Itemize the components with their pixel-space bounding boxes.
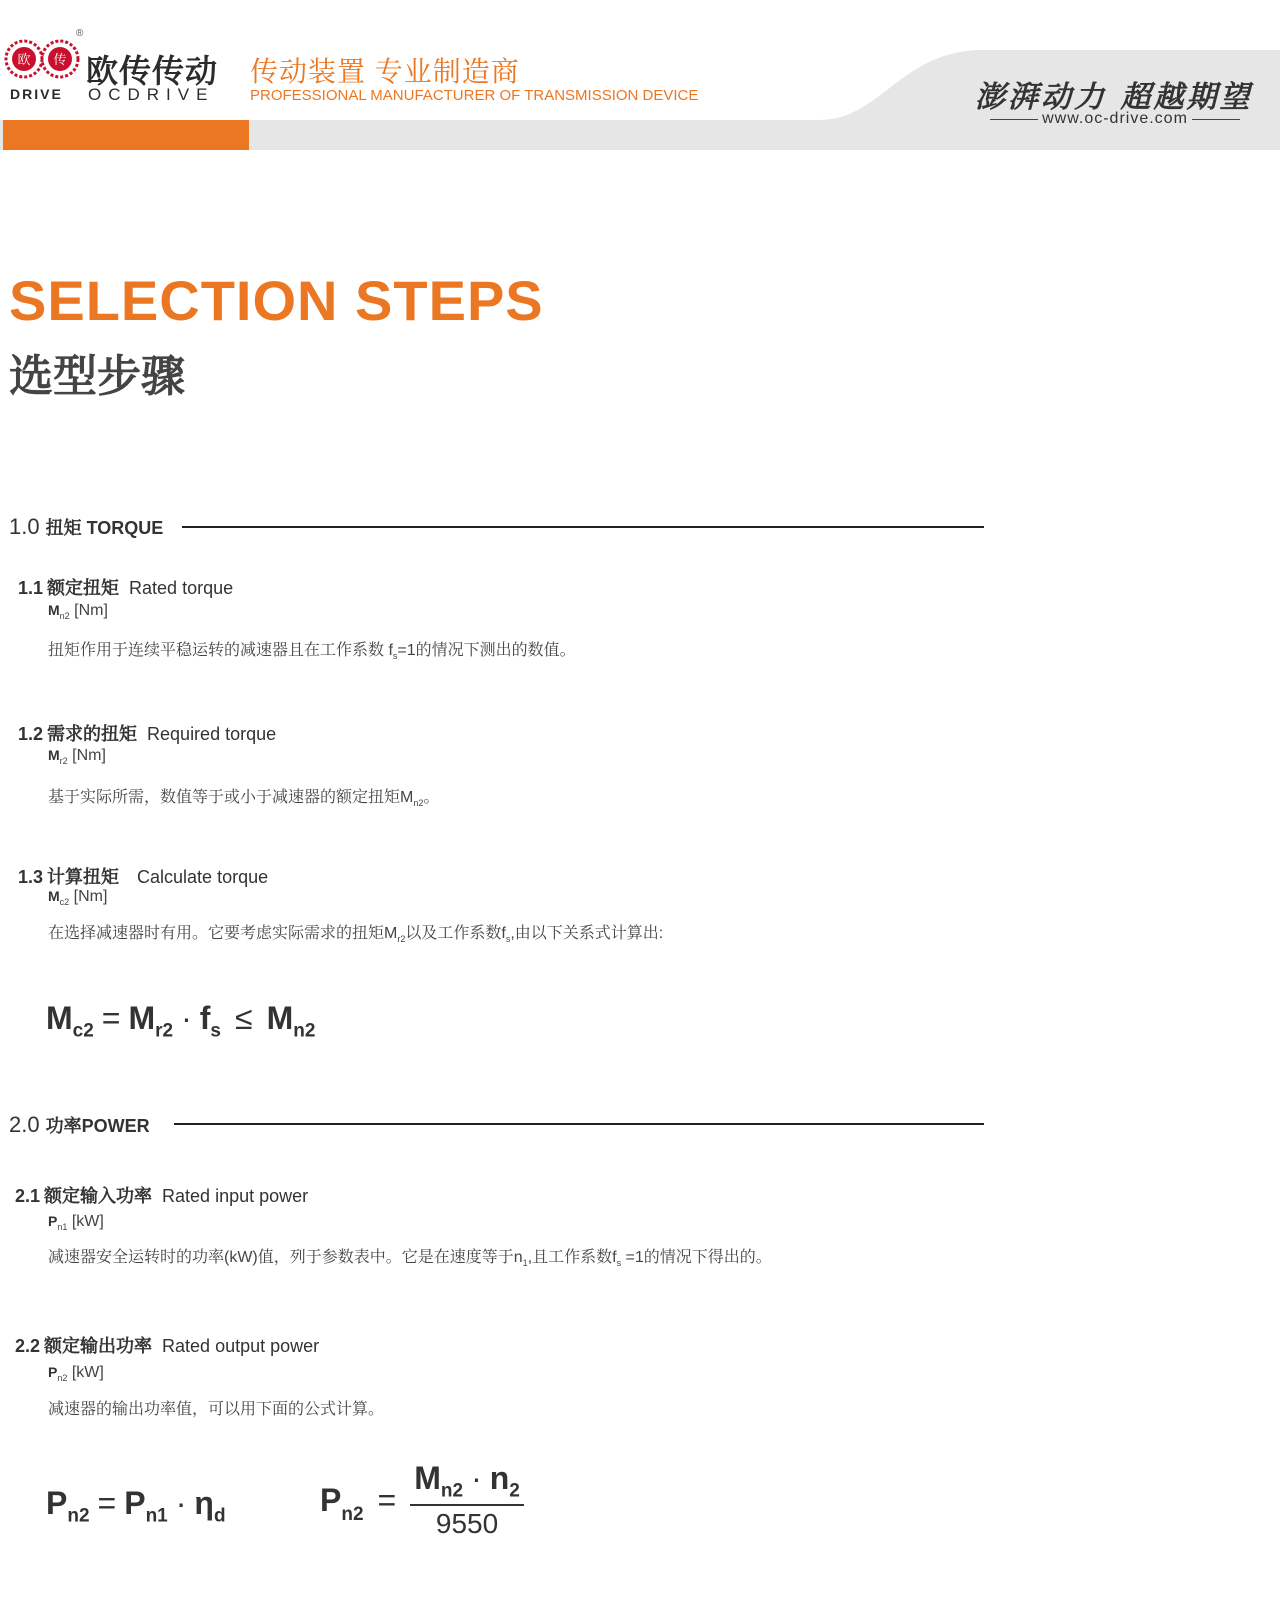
symbol-unit: $M_{c2}$ [Nm] (48, 888, 108, 908)
page-title-en: SELECTION STEPS (9, 269, 544, 332)
subsection-number: 2.2 (15, 1336, 41, 1356)
section-header-torque (9, 514, 163, 540)
section-label: 扭矩 TORQUE (45, 518, 164, 538)
description: 减速器的输出功率值，可以用下面的公式计算。 (48, 1401, 385, 1418)
section-label: 功率POWER (45, 1116, 150, 1136)
description: 扭矩作用于连续平稳运转的减速器且在工作系数 $f_s=1$的情况下测出的数值。 (48, 642, 576, 662)
symbol-unit: $P_{n2}$ [kW] (48, 1364, 104, 1384)
description: 减速器安全运转时的功率(kW)值，列于参数表中。它是在速度等于$n_1$,且工作系数$f_s =1$的情况下得出的。 (48, 1249, 772, 1269)
subsection-rated-input-power (15, 1182, 308, 1208)
logo-gear-right-text: 传 (53, 53, 67, 68)
subsection-title-cn: 需求的扭矩 (47, 724, 138, 744)
subsection-title-en: Rated torque (129, 578, 234, 598)
logo-text-drive: DRIVE (10, 86, 63, 102)
logo-text-ocdrive: OCDRIVE (88, 85, 215, 104)
url-rule-right (1192, 119, 1240, 120)
description: 在选择减速器时有用。它要考虑实际需求的扭矩$M_{r2}$以及工作系数$f_s$,由以下关系式计算出: (48, 925, 664, 945)
section-number: 2.0 (9, 1112, 40, 1137)
fraction-denominator: 9550 (435, 1508, 499, 1540)
subsection-rated-torque (18, 574, 233, 600)
subsection-required-torque (18, 720, 276, 746)
subsection-title-en: Required torque (147, 724, 277, 744)
registered-mark: ® (76, 28, 84, 39)
symbol-unit: $M_{n2}$ [Nm] (48, 602, 108, 622)
subsection-rated-output-power (15, 1332, 319, 1358)
subsection-title-cn: 额定扭矩 (47, 578, 120, 598)
power-formula-efficiency: $P_{n2} = P_{n1} \cdot \eta_d$ (46, 1485, 226, 1527)
page-title-cn: 选型步骤 (9, 352, 185, 401)
section-number: 1.0 (9, 514, 40, 539)
section-header-power (9, 1112, 150, 1138)
subsection-title-en: Calculate torque (137, 867, 269, 887)
logo-gears-icon (2, 34, 82, 84)
description: 基于实际所需，数值等于或小于减速器的额定扭矩$M_{n2}$。 (48, 789, 440, 809)
logo-gear-left-text: 欧 (17, 53, 31, 68)
section-rule (174, 1123, 984, 1125)
fraction-numerator: $M_{n2} \cdot n_2$ (414, 1460, 520, 1502)
subsection-title-cn: 额定输入功率 (44, 1186, 153, 1206)
section-rule (182, 526, 984, 528)
accent-bar (3, 120, 249, 150)
subsection-number: 2.1 (15, 1186, 41, 1206)
torque-formula: $M_{c2} = M_{r2} \cdot f_s \le M_{n2}$ (46, 1000, 316, 1042)
fraction (410, 1460, 524, 1540)
symbol-unit: $M_{r2}$ [Nm] (48, 747, 106, 767)
subsection-number: 1.1 (18, 578, 44, 598)
symbol-unit: $P_{n1}$ [kW] (48, 1213, 104, 1233)
power-formula-torque-speed: P $_{n2}$ = $\frac{M_{n2} \cdot n_2}{9550}$ (320, 1460, 524, 1540)
tagline-en: PROFESSIONAL MANUFACTURER OF TRANSMISSION DEVICE (250, 87, 699, 104)
logo-text-cn: 欧传传动 (86, 53, 219, 89)
subsection-calculate-torque (18, 863, 268, 889)
website-url-row (990, 110, 1240, 128)
tagline-cn: 传动装置 专业制造商 (250, 56, 520, 87)
subsection-number: 1.2 (18, 724, 44, 744)
subsection-title-en: Rated input power (162, 1186, 309, 1206)
subsection-title-cn: 计算扭矩 (47, 867, 120, 887)
subsection-number: 1.3 (18, 867, 44, 887)
website-url[interactable]: www.oc-drive.com (1042, 110, 1188, 127)
slogan: 澎湃动力 超越期望 (975, 80, 1253, 115)
url-rule-left (990, 119, 1038, 120)
subsection-title-en: Rated output power (162, 1336, 320, 1356)
subsection-title-cn: 额定输出功率 (44, 1336, 153, 1356)
